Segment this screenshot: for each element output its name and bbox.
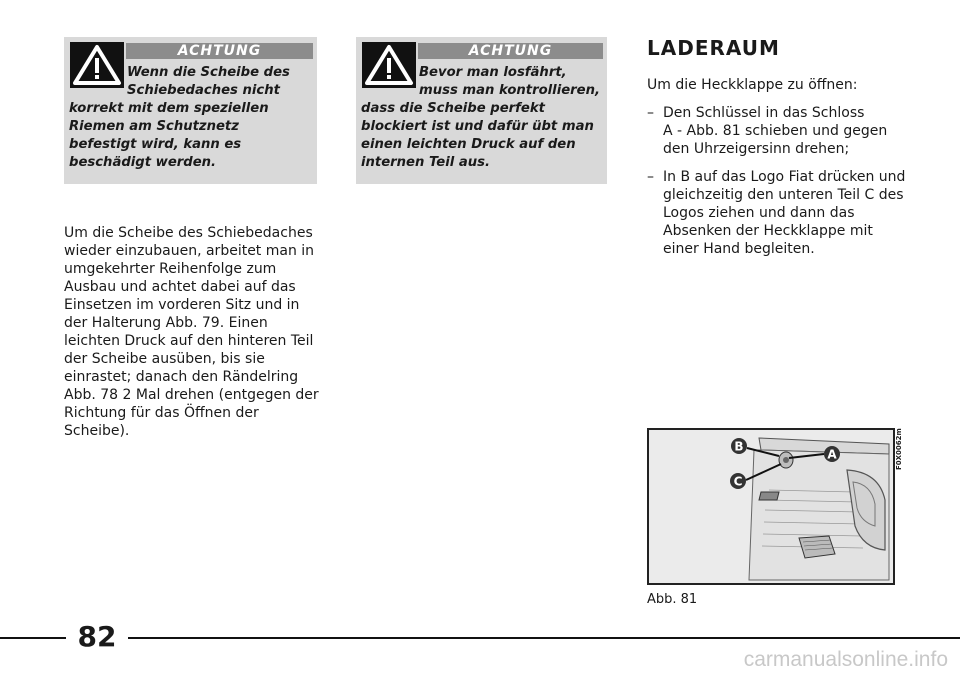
figure-code: F0X0062m <box>895 428 903 470</box>
label-b: B <box>734 439 744 454</box>
step-item: – Den Schlüssel in das Schloss A - Abb. 81 schieben und gegen den Uhrzeigersinn drehen; <box>647 105 888 157</box>
page-number: 82 <box>77 620 117 653</box>
section-title: LADERAUM <box>647 36 780 60</box>
warning-heading: ACHTUNG <box>126 43 313 59</box>
tailgate-figure <box>647 428 895 585</box>
figure-caption: Abb. 81 <box>647 592 698 607</box>
watermark: carmanualsonline.info <box>743 648 948 671</box>
warning-box-middle <box>356 37 607 184</box>
step-item: – In B auf das Logo Fiat drücken und gleichzeitig den unteren Teil C des Logos ziehen und dann das Absenken der Heckklappe mit einer Hand begleiten. <box>647 169 906 257</box>
label-c: C <box>733 474 743 489</box>
warning-text: Bevor man losfährt, muss man kontrollieren, dass die Scheibe perfekt blockiert ist und dafür übt man einen leichten Druck auf den internen Teil aus. <box>361 65 601 170</box>
warning-box-left <box>64 37 317 184</box>
tailgate-illustration <box>649 430 893 583</box>
warning-text: Wenn die Scheibe des Schiebedaches nicht korrekt mit dem speziellen Riemen am Schutznetz befestigt wird, kann es beschädigt werden. <box>69 65 290 170</box>
section-intro: Um die Heckklappe zu öffnen: <box>647 77 858 93</box>
section-body <box>647 76 917 258</box>
warning-heading: ACHTUNG <box>418 43 603 59</box>
reassembly-paragraph: Um die Scheibe des Schiebedaches wieder einzubauen, arbeitet man in umgekehrter Reihenfolge zum Ausbau und achtet dabei auf das Einsetzen im vorderen Sitz und in der Halterung Abb. 79. Einen leichten Druck auf den hinteren Teil der Scheibe ausüben, bis sie einrastet; danach den Rändelring Abb. 78 2 Mal drehen (entgegen der Richtung für das Öffnen der Scheibe). <box>64 225 319 439</box>
footer-rule-left <box>0 637 66 639</box>
footer-rule-right <box>128 637 960 639</box>
label-a: A <box>827 447 837 462</box>
